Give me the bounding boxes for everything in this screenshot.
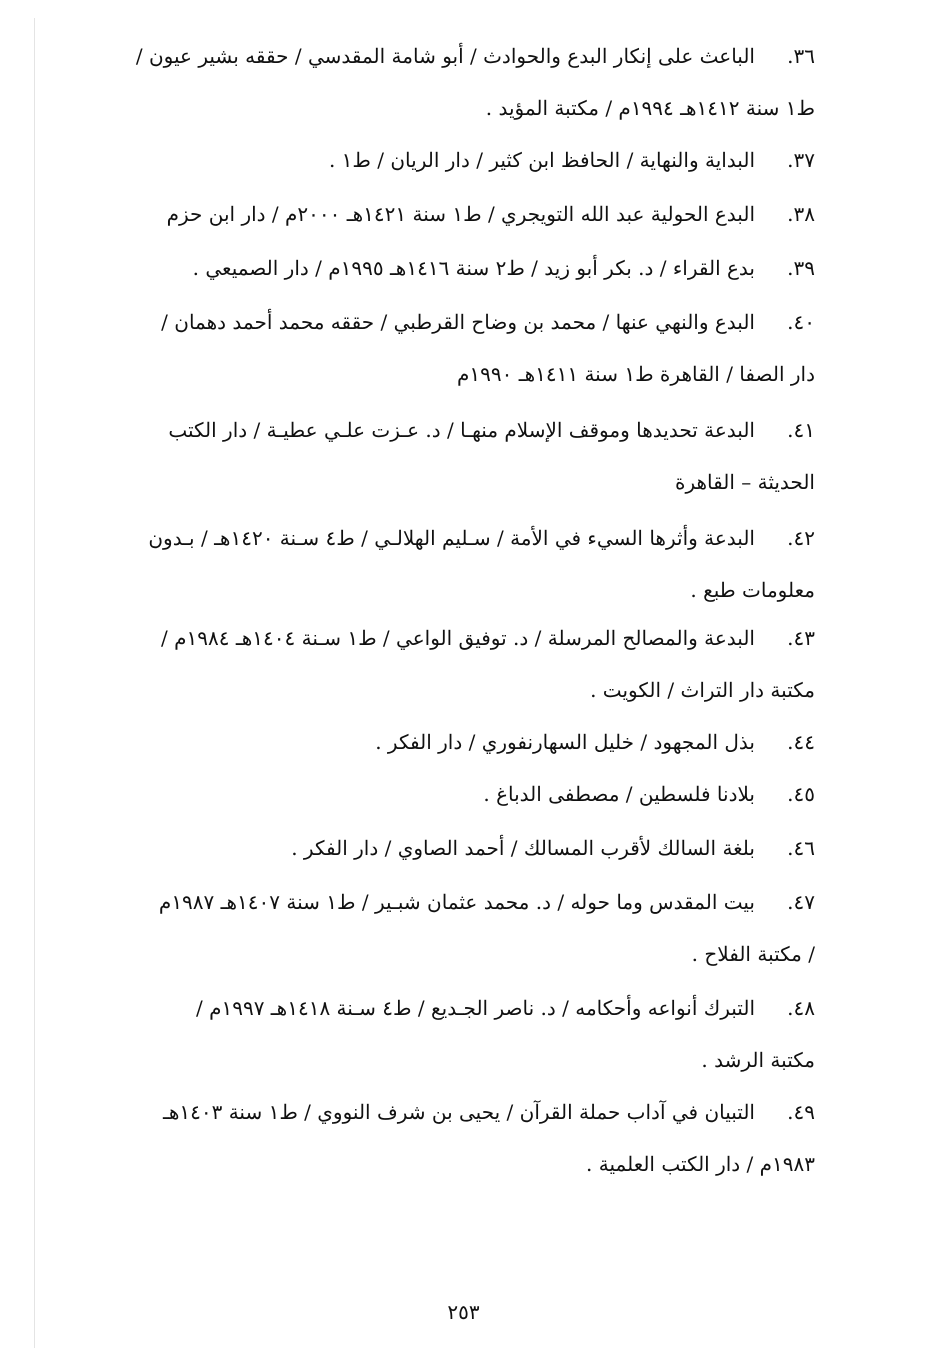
entry-text-line: البدعة والمصالح المرسلة / د. توفيق الواعي / ط١ سـنة ١٤٠٤هـ ١٩٨٤م / xyxy=(161,626,755,650)
entry-text-line: بدع القراء / د. بكر أبو زيد / ط٢ سنة ١٤١٦هـ ١٩٩٥م / دار الصميعي . xyxy=(192,256,755,280)
entry-text-line: بلغة السالك لأقرب المسالك / أحمد الصاوي / دار الفكر . xyxy=(291,836,755,860)
entry-number: ٤٩. xyxy=(787,1100,815,1124)
bibliography-entry xyxy=(105,1086,815,1190)
entry-text-line: التبرك أنواعه وأحكامه / د. ناصر الجـديع / ط٤ سـنة ١٤١٨هـ ١٩٩٧م / xyxy=(196,996,755,1020)
entry-text-line: الحديثة – القاهرة xyxy=(674,470,815,494)
entry-text-line: ١٩٨٣م / دار الكتب العلمية . xyxy=(586,1152,815,1176)
entry-number: ٤٧. xyxy=(787,890,815,914)
bibliography-entry xyxy=(105,822,815,874)
entry-text-line: بذل المجهود / خليل السهارنفوري / دار الفكر . xyxy=(375,730,755,754)
entry-text-line: البدعة تحديدها وموقف الإسلام منهـا / د. عـزت علـي عطيـة / دار الكتب xyxy=(168,418,755,442)
bibliography-entry xyxy=(105,768,815,820)
bibliography-entry xyxy=(105,296,815,400)
bibliography-entry xyxy=(105,876,815,980)
entry-text-line: مكتبة دار التراث / الكويت . xyxy=(590,678,815,702)
entry-number: ٣٩. xyxy=(787,256,815,280)
bibliography-entry xyxy=(105,30,815,134)
entry-text-line: الباعث على إنكار البدع والحوادث / أبو شامة المقدسي / حققه بشير عيون / xyxy=(135,44,755,68)
entry-text-line: معلومات طبع . xyxy=(690,578,815,602)
bibliography-entry xyxy=(105,404,815,508)
entry-number: ٣٦. xyxy=(787,44,815,68)
entry-number: ٣٨. xyxy=(787,202,815,226)
entry-number: ٣٧. xyxy=(787,148,815,172)
bibliography-entry xyxy=(105,512,815,616)
entry-text-line: بيت المقدس وما حوله / د. محمد عثمان شبـير / ط١ سنة ١٤٠٧هـ ١٩٨٧م xyxy=(158,890,755,914)
entry-number: ٤٠. xyxy=(787,310,815,334)
entry-text-line: دار الصفا / القاهرة ط١ سنة ١٤١١هـ ١٩٩٠م xyxy=(457,362,815,386)
entry-text-line: البدعة وأثرها السيء في الأمة / سـليم الهلالـي / ط٤ سـنة ١٤٢٠هـ / بـدون xyxy=(148,526,755,550)
page-edge-line xyxy=(34,18,35,1348)
entry-number: ٤٤. xyxy=(787,730,815,754)
entry-text-line: البدع والنهي عنها / محمد بن وضاح القرطبي / حققه محمد أحمد دهمان / xyxy=(161,310,755,334)
bibliography-entry xyxy=(105,982,815,1086)
entry-text-line: البدع الحولية عبد الله التويجري / ط١ سنة ١٤٢١هـ ٢٠٠٠م / دار ابن حزم xyxy=(166,202,755,226)
entry-text-line: التبيان في آداب حملة القرآن / يحيى بن شرف النووي / ط١ سنة ١٤٠٣هـ xyxy=(162,1100,755,1124)
entry-text-line: البداية والنهاية / الحافظ ابن كثير / دار الريان / ط١ . xyxy=(328,148,755,172)
entry-text-line: مكتبة الرشد . xyxy=(701,1048,815,1072)
bibliography-entry xyxy=(105,134,815,186)
entry-number: ٤١. xyxy=(787,418,815,442)
entry-number: ٤٦. xyxy=(787,836,815,860)
entry-text-line: ط١ سنة ١٤١٢هـ ١٩٩٤م / مكتبة المؤيد . xyxy=(485,96,815,120)
bibliography-entry xyxy=(105,716,815,768)
entry-number: ٤٣. xyxy=(787,626,815,650)
entry-text-line: / مكتبة الفلاح . xyxy=(691,942,815,966)
bibliography-entry xyxy=(105,242,815,294)
bibliography-entry xyxy=(105,612,815,716)
entry-number: ٤٥. xyxy=(787,782,815,806)
entry-number: ٤٨. xyxy=(787,996,815,1020)
entry-number: ٤٢. xyxy=(787,526,815,550)
bibliography-entry xyxy=(105,188,815,240)
entry-text-line: بلادنا فلسطين / مصطفى الدباغ . xyxy=(483,782,755,806)
page-number: ٢٥٣ xyxy=(447,1300,480,1324)
